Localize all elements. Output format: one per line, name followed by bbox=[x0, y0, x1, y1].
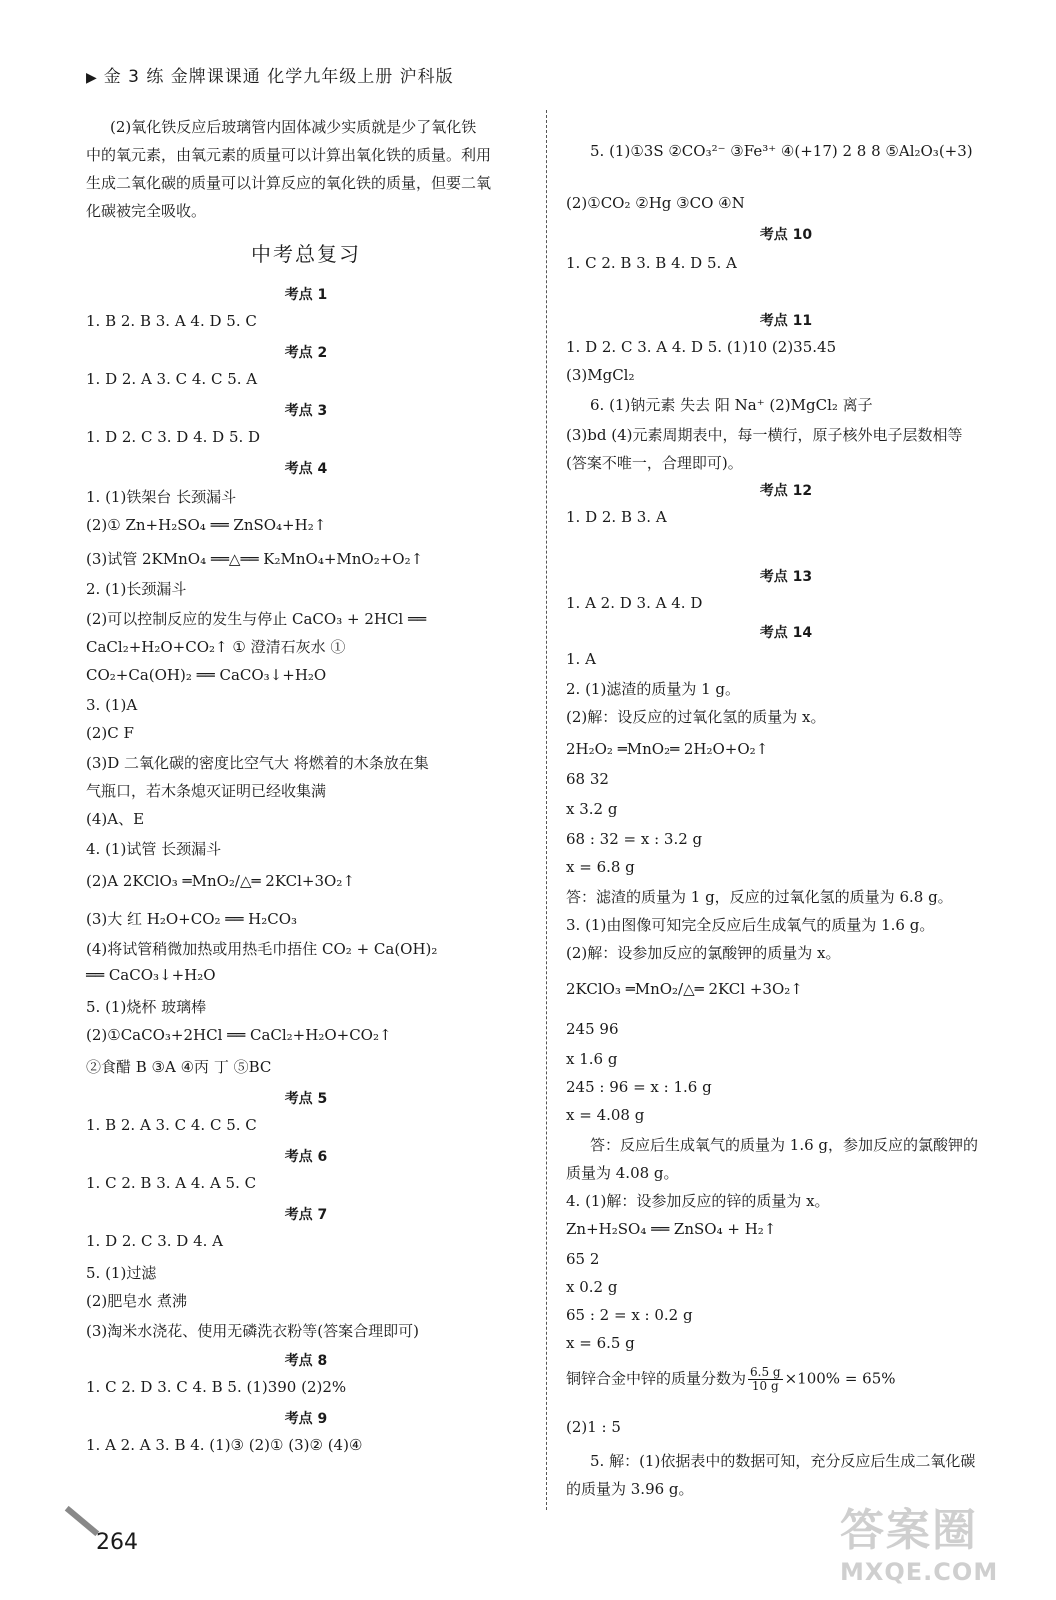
answer-line: 1. C 2. D 3. C 4. B 5. (1)390 (2)2% bbox=[86, 1378, 347, 1396]
answer-line: 2. (1)长颈漏斗 bbox=[86, 580, 187, 598]
answer-line: x = 4.08 g bbox=[566, 1106, 645, 1124]
kaodian-heading: 考点 6 bbox=[284, 1149, 328, 1165]
answer-line: 答：滤渣的质量为 1 g，反应的过氧化氢的质量为 6.8 g。 bbox=[566, 888, 953, 906]
answer-line: (答案不唯一，合理即可)。 bbox=[566, 454, 743, 472]
equation-line: 2H₂O₂ ═MnO₂═ 2H₂O+O₂↑ bbox=[566, 740, 769, 758]
answer-line: x = 6.8 g bbox=[566, 858, 635, 876]
kaodian-heading: 考点 13 bbox=[759, 569, 813, 585]
answer-line: 1. D 2. B 3. A bbox=[566, 508, 667, 526]
kaodian-heading: 考点 1 bbox=[284, 287, 328, 303]
answer-line: 1. B 2. B 3. A 4. D 5. C bbox=[86, 312, 257, 330]
answer-line: 65 2 bbox=[566, 1250, 600, 1268]
answer-line: 4. (1)试管 长颈漏斗 bbox=[86, 840, 222, 858]
answer-line: (3)MgCl₂ bbox=[566, 366, 635, 384]
fraction-prefix: 铜锌合金中锌的质量分数为 bbox=[566, 1369, 747, 1388]
answer-line: (2)C F bbox=[86, 724, 134, 742]
answer-line: 1. D 2. C 3. D 4. D 5. D bbox=[86, 428, 261, 446]
answer-line: x 0.2 g bbox=[566, 1278, 618, 1296]
answer-line: 1. A bbox=[566, 650, 596, 668]
answer-line: (2)①CaCO₃+2HCl ══ CaCl₂+H₂O+CO₂↑ bbox=[86, 1026, 392, 1044]
kaodian-heading: 考点 7 bbox=[284, 1207, 328, 1223]
page-number: 264 bbox=[96, 1530, 138, 1555]
answer-line: 6. (1)钠元素 失去 阳 Na⁺ (2)MgCl₂ 离子 bbox=[590, 396, 873, 414]
answer-line: (2)① Zn+H₂SO₄ ══ ZnSO₄+H₂↑ bbox=[86, 516, 327, 534]
answer-line: ══ CaCO₃↓+H₂O bbox=[86, 966, 216, 984]
answer-line: 68 32 bbox=[566, 770, 609, 788]
answer-line: x 3.2 g bbox=[566, 800, 618, 818]
text-line: (2)氧化铁反应后玻璃管内固体减少实质就是少了氧化铁 bbox=[110, 118, 477, 136]
equation-line: 2KClO₃ ═MnO₂/△═ 2KCl +3O₂↑ bbox=[566, 980, 803, 998]
answer-line: 2. (1)滤渣的质量为 1 g。 bbox=[566, 680, 741, 698]
answer-line: 质量为 4.08 g。 bbox=[566, 1164, 679, 1182]
answer-line: (3)bd (4)元素周期表中，每一横行，原子核外电子层数相等 bbox=[566, 426, 963, 444]
kaodian-heading: 考点 11 bbox=[759, 313, 813, 329]
header-title: 金 3 练 金牌课课通 化学九年级上册 沪科版 bbox=[103, 67, 454, 87]
answer-line: 68 : 32 = x : 3.2 g bbox=[566, 830, 703, 848]
section-title: 中考总复习 bbox=[251, 242, 361, 266]
answer-line: 1. C 2. B 3. B 4. D 5. A bbox=[566, 254, 737, 272]
answer-line: CaCl₂+H₂O+CO₂↑ ① 澄清石灰水 ① bbox=[86, 638, 346, 656]
fraction-numerator: 6.5 g bbox=[750, 1365, 781, 1379]
answer-line: 65 : 2 = x : 0.2 g bbox=[566, 1306, 693, 1324]
answer-line: (2)解：设参加反应的氯酸钾的质量为 x。 bbox=[566, 944, 841, 962]
kaodian-heading: 考点 5 bbox=[284, 1091, 328, 1107]
answer-line: (3)D 二氧化碳的密度比空气大 将燃着的木条放在集 bbox=[86, 754, 429, 772]
fraction-denominator: 10 g bbox=[751, 1379, 779, 1393]
kaodian-heading: 考点 10 bbox=[759, 227, 813, 243]
answer-line: 答：反应后生成氧气的质量为 1.6 g，参加反应的氯酸钾的 bbox=[590, 1136, 978, 1154]
answer-line: 5. (1)烧杯 玻璃棒 bbox=[86, 998, 207, 1016]
answer-line: 1. D 2. C 3. A 4. D 5. (1)10 (2)35.45 bbox=[566, 338, 837, 356]
text-line: 生成二氧化碳的质量可以计算反应的氧化铁的质量，但要二氧 bbox=[86, 174, 492, 192]
kaodian-heading: 考点 14 bbox=[759, 625, 813, 641]
answer-line: ②食醋 B ③A ④丙 丁 ⑤BC bbox=[86, 1058, 272, 1076]
answer-line: 245 96 bbox=[566, 1020, 619, 1038]
kaodian-heading: 考点 3 bbox=[284, 403, 328, 419]
answer-line: 245 : 96 = x : 1.6 g bbox=[566, 1078, 712, 1096]
triangle-icon: ▶ bbox=[86, 70, 98, 86]
answer-line: x 1.6 g bbox=[566, 1050, 618, 1068]
answer-line: 5. 解：(1)依据表中的数据可知，充分反应后生成二氧化碳 bbox=[590, 1452, 976, 1470]
watermark-text: 答案圈 bbox=[840, 1505, 978, 1556]
answer-line: 5. (1)过滤 bbox=[86, 1264, 157, 1282]
text-line: 化碳被完全吸收。 bbox=[86, 202, 207, 220]
column-divider bbox=[546, 110, 547, 1510]
answer-line: (2)1 : 5 bbox=[566, 1418, 621, 1436]
answer-line: (3)大 红 H₂O+CO₂ ══ H₂CO₃ bbox=[86, 910, 298, 928]
answer-line: 5. (1)①3S ②CO₃²⁻ ③Fe³⁺ ④(+17) 2 8 8 ⑤Al₂O₃(+3) bbox=[590, 142, 973, 160]
kaodian-heading: 考点 8 bbox=[284, 1353, 328, 1369]
answer-line: 1. A 2. D 3. A 4. D bbox=[566, 594, 703, 612]
answer-line: 1. D 2. A 3. C 4. C 5. A bbox=[86, 370, 258, 388]
text-line: 中的氧元素，由氧元素的质量可以计算出氧化铁的质量。利用 bbox=[86, 146, 492, 164]
answer-line: (2)解：设反应的过氧化氢的质量为 x。 bbox=[566, 708, 826, 726]
answer-line: (2)①CO₂ ②Hg ③CO ④N bbox=[566, 194, 745, 212]
answer-line: (3)淘米水浇花、使用无磷洗衣粉等(答案合理即可) bbox=[86, 1322, 419, 1340]
answer-line: 气瓶口，若木条熄灭证明已经收集满 bbox=[86, 782, 327, 800]
answer-line: 3. (1)由图像可知完全反应后生成氧气的质量为 1.6 g。 bbox=[566, 916, 935, 934]
fraction-line bbox=[566, 1366, 896, 1393]
answer-line: 1. A 2. A 3. B 4. (1)③ (2)① (3)② (4)④ bbox=[86, 1436, 363, 1454]
answer-line: 1. (1)铁架台 长颈漏斗 bbox=[86, 488, 237, 506]
page-header bbox=[86, 62, 454, 87]
pencil-icon bbox=[65, 1506, 99, 1536]
answer-line: (3)试管 2KMnO₄ ══△══ K₂MnO₄+MnO₂+O₂↑ bbox=[86, 550, 424, 568]
kaodian-heading: 考点 12 bbox=[759, 483, 813, 499]
kaodian-heading: 考点 9 bbox=[284, 1411, 328, 1427]
answer-line: 3. (1)A bbox=[86, 696, 138, 714]
answer-line: (2)A 2KClO₃ ═MnO₂/△═ 2KCl+3O₂↑ bbox=[86, 872, 355, 890]
answer-line: 4. (1)解：设参加反应的锌的质量为 x。 bbox=[566, 1192, 830, 1210]
answer-line: CO₂+Ca(OH)₂ ══ CaCO₃↓+H₂O bbox=[86, 666, 327, 684]
equation-line: Zn+H₂SO₄ ══ ZnSO₄ + H₂↑ bbox=[566, 1220, 777, 1238]
kaodian-heading: 考点 4 bbox=[284, 461, 328, 477]
answer-line: (2)可以控制反应的发生与停止 CaCO₃ + 2HCl ══ bbox=[86, 610, 427, 628]
answer-line: x = 6.5 g bbox=[566, 1334, 635, 1352]
answer-line: 1. D 2. C 3. D 4. A bbox=[86, 1232, 223, 1250]
answer-line: 1. C 2. B 3. A 4. A 5. C bbox=[86, 1174, 257, 1192]
answer-line: (4)A、E bbox=[86, 810, 145, 828]
fraction bbox=[748, 1366, 783, 1393]
answer-line: (2)肥皂水 煮沸 bbox=[86, 1292, 188, 1310]
answer-line: (4)将试管稍微加热或用热毛巾捂住 CO₂ + Ca(OH)₂ bbox=[86, 940, 438, 958]
answer-line: 的质量为 3.96 g。 bbox=[566, 1480, 694, 1498]
answer-line: 1. B 2. A 3. C 4. C 5. C bbox=[86, 1116, 257, 1134]
fraction-suffix: ×100% = 65% bbox=[784, 1369, 896, 1388]
kaodian-heading: 考点 2 bbox=[284, 345, 328, 361]
watermark-logo bbox=[840, 1494, 998, 1586]
watermark-url: MXQE.COM bbox=[840, 1558, 999, 1586]
